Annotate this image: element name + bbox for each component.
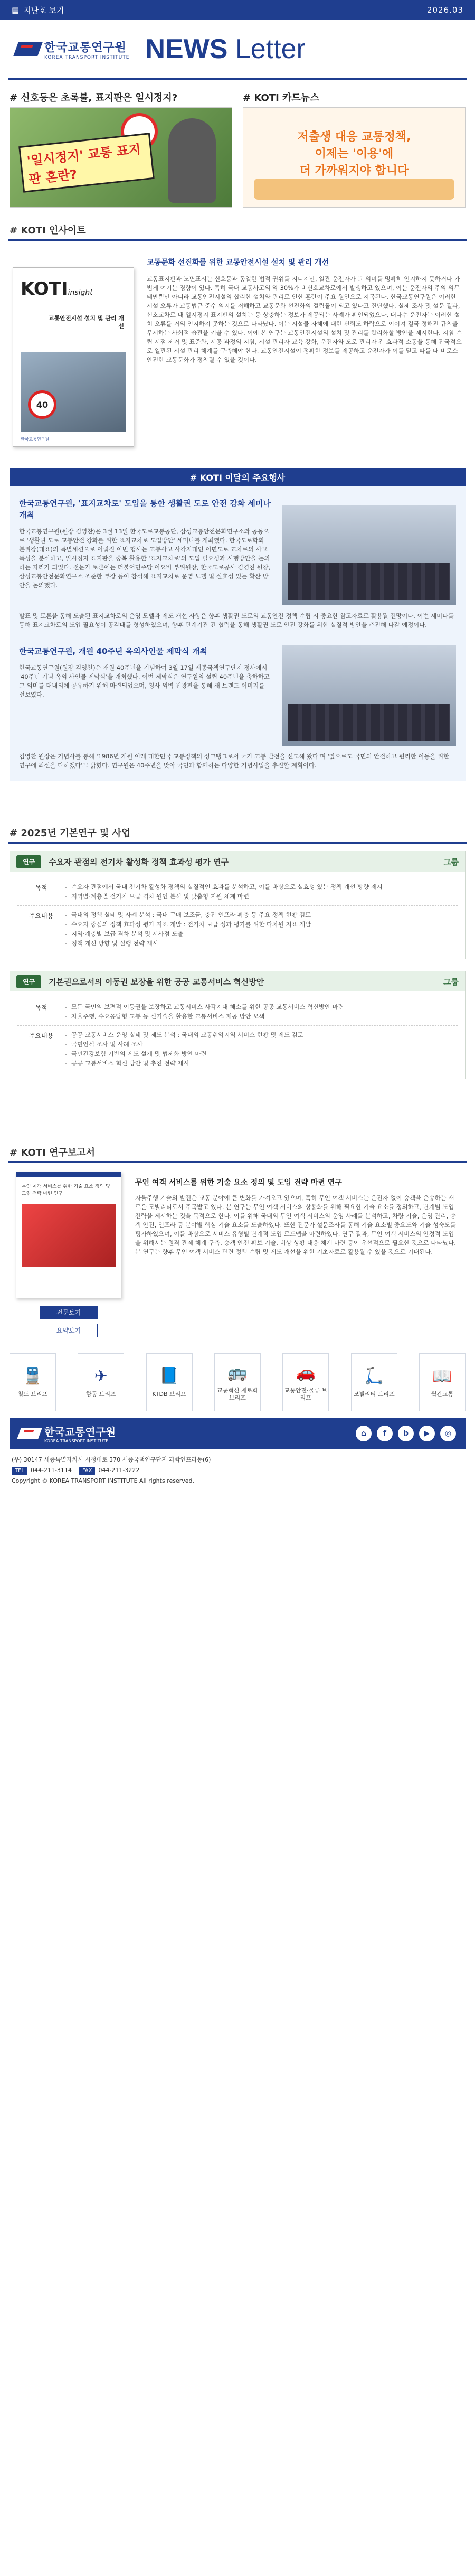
back-issue-label: 지난호 보기 bbox=[23, 5, 64, 15]
insight-section bbox=[0, 241, 475, 447]
quick-links bbox=[0, 1353, 475, 1411]
bus-icon: 🚌 bbox=[227, 1363, 248, 1382]
events-bar: # KOTI 이달의 주요행사 bbox=[10, 468, 466, 486]
events-section bbox=[10, 486, 466, 781]
card-news-illustration bbox=[254, 179, 454, 200]
business-box-1-contents: 주요내용 - 국내외 정책 실태 및 사례 분석 : 국내 구매 보조금, 충전 인프라 확충 등 주요 정책 현황 검토 - 수요자 중심의 정책 효과성 평가 지표 개발 : 전기차 보급 성과 평가를 위한 다차원 지표 개발 - 지역·계층별 보급 격차 분석 및 시사점 도출 - 정책 개선 방향 및 실행 전략 제시 bbox=[17, 906, 458, 952]
research-cover-title: 무인 여객 서비스를 위한 기술 요소 정의 및 도입 전략 마련 연구 bbox=[22, 1184, 110, 1196]
quick-link-air[interactable]: ✈ 항공 브리프 bbox=[78, 1353, 124, 1411]
quick-link-safety[interactable]: 🚗 교통안전·물류 브리프 bbox=[282, 1353, 329, 1411]
business-box-1-head[interactable] bbox=[10, 851, 465, 872]
back-issue-link[interactable] bbox=[12, 5, 64, 16]
koti-logo[interactable] bbox=[16, 39, 129, 60]
event-1-body: 한국교통연구원(원장 김영찬)은 3월 13일 한국도로교통공단, 삼성교통안전문화연구소와 공동으로 '생활권 도로 교통안전 강화를 위한 표지교차로 도입방안' 세미나를 개최했다. 한국도로학회 분위장(대표)의 특별세션으로 이뤄진 이번 행사는 교통사고 사각지대인 이면도로 교차로의 사고 특성을 분석하고, 일시정지 표지판을 중복 활용한 '표지교차로'의 도입 필요성과 시행방안을 논의하는 자리가 되었다. 전문가 토론에는 더불어민주당 이요비 부위원장, 한국도로공사 김경진 원장, 삼성교통안전문화연구소 조준한 부장 등이 참석해 표지교차로 운영 모델 및 실효성 있는 확산 방안을 논의했다. bbox=[19, 528, 271, 589]
quick-link-monthly[interactable]: 📖 월간교통 bbox=[419, 1353, 466, 1411]
business-box-1-body bbox=[10, 872, 465, 959]
sign-article-thumbnail[interactable] bbox=[10, 107, 232, 208]
sign-article-caption: '일시정지' 교통 표지판 혼란? bbox=[18, 133, 155, 193]
footer-address: (우) 30147 세종특별자치시 시청대로 370 세종국책연구단지 과학인프라동(6) bbox=[12, 1456, 211, 1463]
quick-link-innovation[interactable]: 🚌 교통혁신 제로화 브리프 bbox=[214, 1353, 261, 1411]
quick-link-rail[interactable]: 🚆 철도 브리프 bbox=[10, 1353, 56, 1411]
research-cover[interactable] bbox=[16, 1172, 121, 1298]
research-text bbox=[135, 1172, 459, 1337]
insight-text bbox=[147, 251, 462, 447]
plane-icon: ✈ bbox=[94, 1366, 108, 1385]
group-label: 그룹 bbox=[443, 857, 459, 867]
footer-bar bbox=[10, 1418, 466, 1449]
event-2 bbox=[19, 645, 456, 746]
footer-info bbox=[0, 1449, 475, 1486]
social-links bbox=[356, 1426, 456, 1441]
youtube-icon[interactable]: ▶ bbox=[419, 1426, 435, 1441]
business-box-2 bbox=[10, 971, 466, 1079]
book-icon: 📖 bbox=[432, 1366, 452, 1385]
business-box-1 bbox=[10, 851, 466, 959]
koti-logo-mark-icon bbox=[13, 42, 42, 56]
research-section-title: # KOTI 연구보고서 bbox=[10, 1147, 95, 1158]
business-box-2-purpose: 목적 - 모든 국민의 보편적 이동권을 보장하고 교통서비스 사각지대 해소를 위한 공공 교통서비스 혁신방안 마련 - 자율주행, 수요응답형 교통 등 신기술을 활용한 교통서비스 제공 방안 모색 bbox=[17, 998, 458, 1026]
sign-article-title: # 신호등은 초록불, 표지판은 일시정지? bbox=[10, 92, 178, 104]
car-icon: 🚗 bbox=[296, 1363, 316, 1382]
card-news-title: # KOTI 카드뉴스 bbox=[243, 92, 319, 104]
research-tag: 연구 bbox=[16, 855, 41, 868]
business-section-title: # 2025년 기본연구 및 사업 bbox=[10, 828, 131, 839]
document-icon: ▤ bbox=[12, 5, 20, 15]
train-icon: 🚆 bbox=[23, 1366, 43, 1385]
top-bar bbox=[0, 0, 475, 20]
research-heading[interactable]: 무인 여객 서비스를 위한 기술 요소 정의 및 도입 전략 마련 연구 bbox=[135, 1178, 342, 1187]
instagram-icon[interactable]: ◎ bbox=[440, 1426, 456, 1441]
footer-logo[interactable] bbox=[19, 1423, 116, 1444]
insight-section-title: # KOTI 인사이트 bbox=[10, 225, 86, 236]
event-1-continued: 발표 및 토론을 통해 도출된 표지교차로의 운영 모델과 제도 개선 사항은 향후 생활권 도로의 교통안전 정책 수립 시 중요한 참고자료로 활용될 전망이다. 이번 세미나를 통해 표지교차로의 도입 필요성이 공감대를 형성하였으며, 향후 관계기관 간 협력을 통해 생활권 도로 안전 강화를 위한 실질적 방안을 추진해 나갈 예정이다. bbox=[19, 612, 454, 629]
footer-org-en: KOREA TRANSPORT INSTITUTE bbox=[44, 1439, 109, 1444]
sign-article-card[interactable] bbox=[10, 87, 232, 208]
business-box-1-title: 수요자 관점의 전기차 활성화 정책 효과성 평가 연구 bbox=[49, 857, 229, 867]
event-2-continued: 김영찬 원장은 기념사를 통해 '1986년 개원 이래 대한민국 교통정책의 싱크탱크로서 국가 교통 발전을 선도해 왔다'며 '앞으로도 국민의 안전하고 편리한 이동을 위한 연구에 최선을 다하겠다'고 밝혔다. 연구원은 40주년을 맞아 국민과 함께하는 다양한 기념사업을 추진할 계획이다. bbox=[19, 753, 450, 769]
business-box-2-title: 기본권으로서의 이동권 보장을 위한 공공 교통서비스 혁신방안 bbox=[49, 977, 264, 987]
insight-cover-title: 교통안전시설 설치 및 관리 개선 bbox=[49, 315, 124, 330]
issue-date: 2026.03 bbox=[426, 5, 463, 15]
facebook-icon[interactable]: f bbox=[377, 1426, 393, 1441]
summary-button[interactable]: 요약보기 bbox=[40, 1324, 98, 1337]
business-box-2-body bbox=[10, 991, 465, 1079]
newsletter-title: NEWS Letter bbox=[145, 34, 306, 64]
divider bbox=[8, 78, 467, 80]
insight-brand: KOTIinsight bbox=[21, 278, 93, 299]
event-1-photo bbox=[282, 505, 456, 605]
top-sections bbox=[0, 87, 475, 208]
event-2-body: 한국교통연구원(원장 김영찬)은 개원 40주년을 기념하여 3월 17일 세종국책연구단지 정사에서 '40주년 기념 옥외 사인물 제막식'을 개최했다. 이번 제막식은 연구원의 설립 40주년을 축하하고 그 의미를 대내외에 공유하기 위해 마련되었으며, 청사 외벽 전광판을 통해 새 브랜드 이미지를 선보였다. bbox=[19, 664, 270, 698]
footer-org-ko: 한국교통연구원 bbox=[44, 1426, 116, 1438]
business-box-2-head[interactable] bbox=[10, 971, 465, 991]
event-2-photo bbox=[282, 645, 456, 746]
footer-copyright: Copyright © KOREA TRANSPORT INSTITUTE All rights reserved. bbox=[12, 1477, 195, 1484]
mobility-icon: 🛴 bbox=[364, 1366, 384, 1385]
footer-contact: TEL 044-211-3114 FAX 044-211-3222 bbox=[12, 1465, 463, 1476]
full-text-button[interactable]: 전문보기 bbox=[40, 1306, 98, 1319]
research-tag: 연구 bbox=[16, 975, 41, 988]
presenter-figure bbox=[168, 118, 216, 203]
masthead bbox=[0, 20, 475, 78]
event-1-title[interactable]: 한국교통연구원, '표지교차로' 도입을 통한 생활권 도로 안전 강화 세미나 개최 bbox=[19, 499, 271, 520]
insight-cover-photo bbox=[21, 352, 126, 432]
research-cover-image bbox=[22, 1204, 116, 1267]
insight-cover-footer: 한국교통연구원 bbox=[21, 437, 50, 442]
research-cover-bar bbox=[16, 1172, 121, 1177]
blog-icon[interactable]: b bbox=[398, 1426, 414, 1441]
card-news-thumbnail[interactable] bbox=[243, 107, 466, 208]
divider bbox=[8, 842, 467, 844]
card-news-card[interactable] bbox=[243, 87, 466, 208]
insight-heading[interactable]: 교통문화 선진화를 위한 교통안전시설 설치 및 관리 개선 bbox=[147, 258, 329, 267]
group-label: 그룹 bbox=[443, 977, 459, 987]
koti-logo-mark-icon bbox=[17, 1428, 42, 1439]
quick-link-ktdb[interactable]: 📘 KTDB 브리프 bbox=[146, 1353, 193, 1411]
home-icon[interactable]: ⌂ bbox=[356, 1426, 372, 1441]
research-section bbox=[0, 1163, 475, 1337]
quick-link-mobility[interactable]: 🛴 모빌리티 브리프 bbox=[351, 1353, 397, 1411]
event-2-title[interactable]: 한국교통연구원, 개원 40주년 옥외사인물 제막식 개최 bbox=[19, 647, 207, 656]
org-name-ko: 한국교통연구원 bbox=[44, 41, 127, 54]
event-1 bbox=[19, 498, 456, 605]
card-news-caption: 저출생 대응 교통정책, 이제는 '이용'에 더 가까워지야 합니다 bbox=[297, 130, 411, 177]
business-box-1-purpose: 목적 - 수요자 관점에서 국내 전기차 활성화 정책의 실질적인 효과를 분석하고, 이를 바탕으로 실효성 있는 정책 개선 방향 제시 - 지역별·계층별 전기차 보급 격차 원인 분석 및 맞춤형 지원 체계 마련 bbox=[17, 878, 458, 906]
business-box-2-contents: 주요내용 - 공공 교통서비스 운영 실태 및 제도 분석 : 국내외 교통취약지역 서비스 현황 및 제도 검토 - 국민인식 조사 및 사례 조사 - 국민건강보험 기반의 제도 설계 및 법제화 방안 마련 - 공공 교통서비스 혁신 방안 및 추진 전략 제시 bbox=[17, 1026, 458, 1072]
doc-icon: 📘 bbox=[159, 1366, 179, 1385]
insight-cover[interactable] bbox=[13, 267, 134, 447]
org-name-en: KOREA TRANSPORT INSTITUTE bbox=[44, 54, 130, 60]
insight-body: 교통표지판과 노면표시는 신호등과 동일한 법적 권위를 지니지만, 일관 운전자가 그 의미를 명확히 인지하지 못하거나 가볍게 여기는 경향이 있다. 특히 국내 교통사고의 약 30%가 비신호교차로에서 발생하고 있으며, 이는 운전자의 주의 의무 태만뿐만 아니라 교통안전시설의 합리한 설치와 관리로 인한 혼란이 주요 원인으로 지목된다. 한국교통연구원은 이러한 시설 오류가 교통법규 준수 의지를 저해하고 교통문화 선진화의 걸림돌이 되고 있다고 진단했다. 실제 조사 및 설문 결과, 신호교차로 내 일시정지 표지판의 설치는 등 상충하는 정보가 제공되는 사례가 확인되었으나, 대다수 운전자는 이러한 설치 오류를 거의 인지하지 못하는 것으로 나타났다. 이는 시설물 자체에 대한 신뢰도 하락으로 이어져 결국 정해진 규칙을 무시하는 사회적 습관을 키울 수 있다. 이에 본 연구는 교통안전시설의 설치 및 관리를 합리화할 방안을 제시한다. 지침 수립 시점 제거 및 표준화, 시공 과정의 지침, 시설 관리자 교육 강화, 운전자와 도로 관리자 간 효과적 소통을 통해 전국적으로 일관된 시설 관리 체계를 구축해야 한다. 교통안전시설이 정확한 정보를 제공하고 운전자가 이를 믿고 따를 때 비로소 안전한 교통문화가 정착될 수 있을 것이다. bbox=[147, 275, 462, 363]
research-body: 자율주행 기술의 발전은 교통 분야에 큰 변화를 가져오고 있으며, 특히 무인 여객 서비스는 운전자 없이 승객을 운송하는 새로운 모빌리티로서 주목받고 있다. 본 연구는 무인 여객 서비스의 상용화를 위해 필요한 기술 요소를 정의하고, 단계별 도입 전략을 제시하는 것을 목적으로 한다. 이를 위해 국내외 무인 여객 서비스의 운영 사례를 분석하고, 차량 기술, 운영 관리, 승객 안전, 인프라 등 분야별 핵심 기술 요소를 도출하였다. 또한 전문가 설문조사를 통해 기술 요소별 중요도와 기술 성숙도를 평가하였으며, 이를 바탕으로 서비스 유형별 단계적 도입 로드맵을 마련하였다. 연구 결과, 무인 여객 서비스의 안정적 도입을 위해서는 원격 관제 체계 구축, 승객 안전 확보 기술, 비상 상황 대응 체계 마련 등이 우선적으로 필요한 것으로 나타났다. 본 연구는 향후 무인 여객 서비스 관련 정책 수립 및 제도 개선을 위한 기초자료로 활용될 수 있을 것으로 기대된다. bbox=[135, 1194, 456, 1256]
